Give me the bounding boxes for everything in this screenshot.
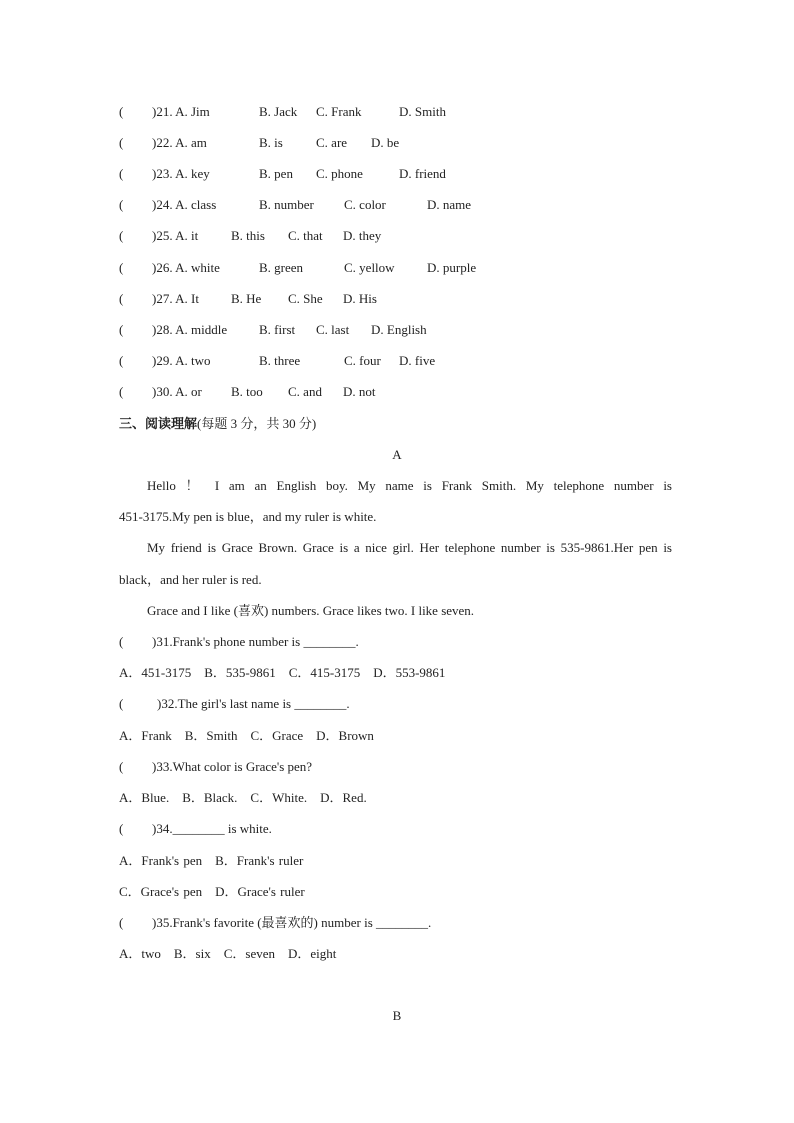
question-34-options-2: C．Grace's pen D．Grace's ruler — [119, 884, 305, 899]
answer-blank[interactable]: ( — [119, 696, 124, 711]
passage-a-para1-line2: 451-3175.My pen is blue，and my ruler is white. — [119, 509, 377, 524]
answer-blank[interactable]: ( — [119, 260, 124, 275]
mc-question-26: ( )26. A. white B. green C. yellow D. purple — [119, 260, 477, 275]
answer-blank[interactable]: ( — [119, 634, 124, 649]
section-heading-reading: 三、阅读理解(每题 3 分，共 30 分) — [119, 416, 317, 431]
question-34: ( )34.________ is white. — [119, 821, 272, 836]
mc-question-24: ( )24. A. class B. number C. color D. name — [119, 197, 472, 212]
answer-blank[interactable]: ( — [119, 384, 124, 399]
passage-a-para3: Grace and I like (喜欢) numbers. Grace likes two. I like seven. — [147, 603, 475, 618]
passage-b-label: B — [392, 1008, 402, 1023]
answer-blank[interactable]: ( — [119, 166, 124, 181]
question-35: ( )35.Frank's favorite (最喜欢的) number is ________. — [119, 915, 432, 930]
passage-a-para2-line1: My friend is Grace Brown. Grace is a nice girl. Her telephone number is 535-9861.Her pen is — [147, 540, 672, 555]
answer-blank[interactable]: ( — [119, 821, 124, 836]
answer-blank[interactable]: ( — [119, 291, 124, 306]
question-31: ( )31.Frank's phone number is ________. — [119, 634, 359, 649]
mc-question-21: ( )21. A. Jim B. Jack C. Frank D. Smith — [119, 104, 446, 119]
question-34-options-1: A．Frank's pen B．Frank's ruler — [119, 853, 304, 868]
mc-question-28: ( )28. A. middle B. first C. last D. English — [119, 322, 427, 337]
answer-blank[interactable]: ( — [119, 759, 124, 774]
mc-question-23: ( )23. A. key B. pen C. phone D. friend — [119, 166, 446, 181]
mc-question-30: ( )30. A. or B. too C. and D. not — [119, 384, 376, 399]
answer-blank[interactable]: ( — [119, 228, 124, 243]
answer-blank[interactable]: ( — [119, 322, 124, 337]
passage-a-para2-line2: black，and her ruler is red. — [119, 572, 262, 587]
mc-question-27: ( )27. A. It B. He C. She D. His — [119, 291, 377, 306]
mc-question-29: ( )29. A. two B. three C. four D. five — [119, 353, 436, 368]
answer-blank[interactable]: ( — [119, 104, 124, 119]
question-32-options: A．Frank B．Smith C．Grace D．Brown — [119, 728, 374, 743]
answer-blank[interactable]: ( — [119, 915, 124, 930]
answer-blank[interactable]: ( — [119, 353, 124, 368]
passage-a-para1-line1: Hello ！ I am an English boy. My name is Frank Smith. My telephone number is — [147, 478, 672, 493]
question-33-options: A．Blue. B．Black. C．White. D．Red. — [119, 790, 367, 805]
question-33: ( )33.What color is Grace's pen? — [119, 759, 313, 774]
mc-question-22: ( )22. A. am B. is C. are D. be — [119, 135, 400, 150]
answer-blank[interactable]: ( — [119, 197, 124, 212]
question-32: ( )32.The girl's last name is ________. — [119, 696, 350, 711]
mc-question-25: ( )25. A. it B. this C. that D. they — [119, 228, 382, 243]
question-31-options: A．451-3175 B．535-9861 C．415-3175 D．553-9861 — [119, 665, 446, 680]
passage-a-label: A — [392, 447, 402, 462]
answer-blank[interactable]: ( — [119, 135, 124, 150]
question-35-options: A．two B．six C．seven D．eight — [119, 946, 337, 961]
